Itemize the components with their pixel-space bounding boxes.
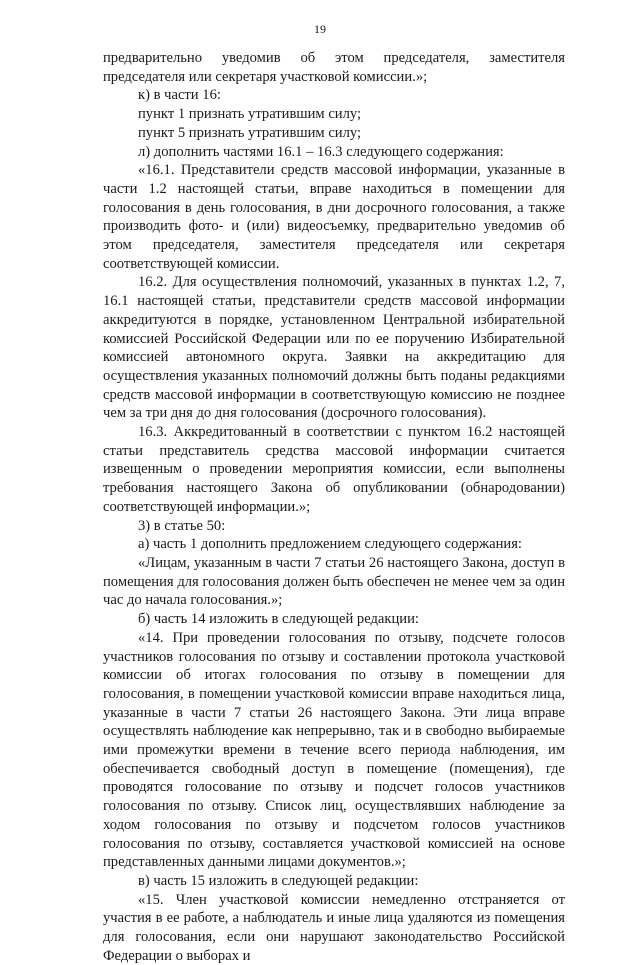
paragraph: к) в части 16: — [138, 87, 221, 104]
paragraph: 16.3. Аккредитованный в соответствии с пунктом 16.2 настоящей статьи представитель средства массовой информации считается извещенным о проведении мероприятия комиссии, если выполнены требования настоящего Закона об опубликовании (обнародовании) соответствующей информации.»; — [103, 424, 565, 515]
paragraph: «16.1. Представители средств массовой информации, указанные в части 1.2 настоящей статьи, вправе находиться в помещении для голосования в день голосования, в дни досрочного голосования, а также производить фото- и (или) видеосъемку, предварительно уведомив об этом председателя, заместителя председателя или секретаря соответствующей комиссии. — [103, 162, 565, 272]
paragraph: пункт 1 признать утратившим силу; — [138, 106, 362, 123]
paragraph: «Лицам, указанным в части 7 статьи 26 настоящего Закона, доступ в помещения для голосования должен быть обеспечен не менее чем за один час до начала голосования.»; — [103, 554, 565, 609]
paragraph: «15. Член участковой комиссии немедленно отстраняется от участия в ее работе, а наблюдатель и иные лица удаляются из помещения для голосования, если они нарушают законодательство Российской Федерации о выборах и — [103, 891, 565, 964]
paragraph: а) часть 1 дополнить предложением следующего содержания: — [138, 536, 522, 553]
paragraph: л) дополнить частями 16.1 – 16.3 следующего содержания: — [138, 143, 504, 160]
paragraph: 3) в статье 50: — [138, 517, 226, 534]
paragraph: пункт 5 признать утратившим силу; — [138, 124, 362, 141]
paragraph: б) часть 14 изложить в следующей редакции: — [138, 611, 419, 628]
page-number: 19 — [314, 22, 326, 36]
paragraph: «14. При проведении голосования по отзыву, подсчете голосов участников голосования по отзыву и составлении протокола участковой комиссии об итогах голосования по отзыву в помещении для голосования, в помещении участковой комиссии вправе находиться лица, указанные в части 7 статьи 26 настоящего Закона. Эти лица вправе осуществлять наблюдение как непрерывно, так и в свободно выбираемые ими промежутки времени в течение всего периода наблюдения, им обеспечивается свободный доступ в помещение (помещения), где проводятся голосование по отзыву и подсчет голосов участников голосования по отзыву. Список лиц, осуществлявших наблюдение за ходом голосования по отзыву и подсчетом голосов участников голосования по отзыву, составляется участковой комиссией на основе представленных данными лицами документов.»; — [103, 629, 565, 871]
paragraph: в) часть 15 изложить в следующей редакции: — [138, 872, 419, 889]
paragraph: предварительно уведомив об этом председателя, заместителя председателя или секретаря участковой комиссии.»; — [103, 50, 565, 85]
document-body — [103, 49, 565, 965]
paragraph: 16.2. Для осуществления полномочий, указанных в пунктах 1.2, 7, 16.1 настоящей статьи, представители средств массовой информации аккредитуются в порядке, установленном Центральной избирательной комиссией Российской Федерации или по ее поручению Избирательной комиссией автономного округа. Заявки на аккредитацию для осуществления указанных полномочий должны быть поданы редакциями средств массовой информации в соответствующую комиссию не позднее чем за три дня до дня голосования (досрочного голосования). — [103, 274, 565, 422]
